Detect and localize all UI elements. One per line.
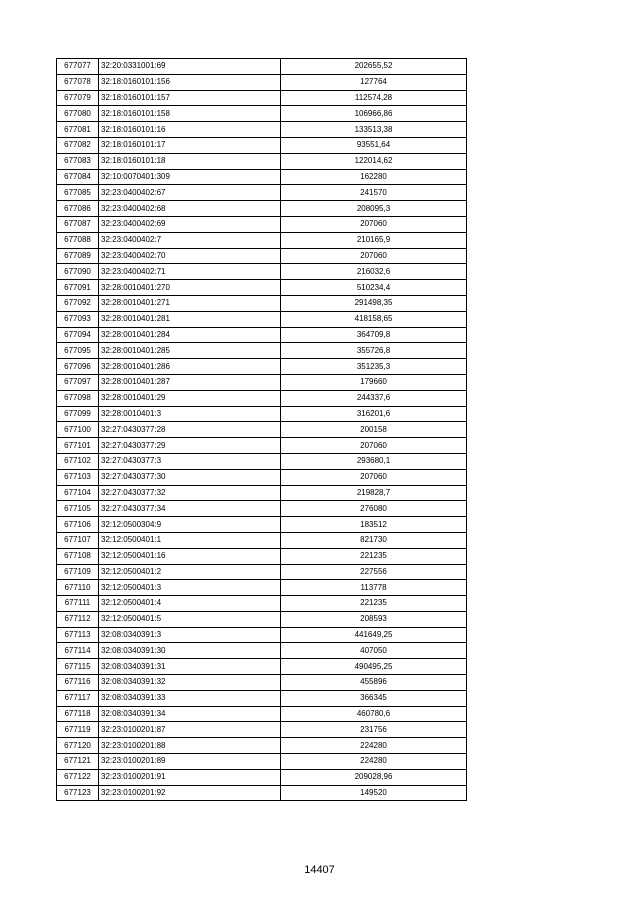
- table-row: [57, 722, 467, 738]
- table-row: [57, 501, 467, 517]
- row-id-cell: 677117: [57, 690, 99, 706]
- table-row: [57, 122, 467, 138]
- value-cell: 127764: [281, 74, 467, 90]
- cadastral-number-cell: 32:28:0010401:270: [99, 280, 281, 296]
- value-cell: 407050: [281, 643, 467, 659]
- table-row: [57, 59, 467, 75]
- value-cell: 241570: [281, 185, 467, 201]
- table-row: [57, 769, 467, 785]
- cadastral-number-cell: 32:23:0100201:89: [99, 754, 281, 770]
- value-cell: 207060: [281, 216, 467, 232]
- row-id-cell: 677114: [57, 643, 99, 659]
- table-row: [57, 390, 467, 406]
- row-id-cell: 677118: [57, 706, 99, 722]
- value-cell: 122014,62: [281, 153, 467, 169]
- table-row: [57, 548, 467, 564]
- table-row: [57, 785, 467, 801]
- table-row: [57, 643, 467, 659]
- cadastral-number-cell: 32:27:0430377:32: [99, 485, 281, 501]
- table-row: [57, 374, 467, 390]
- value-cell: 183512: [281, 517, 467, 533]
- cadastral-number-cell: 32:12:0500401:4: [99, 596, 281, 612]
- cadastral-number-cell: 32:12:0500401:1: [99, 532, 281, 548]
- cadastral-number-cell: 32:08:0340391:34: [99, 706, 281, 722]
- row-id-cell: 677078: [57, 74, 99, 90]
- table-row: [57, 754, 467, 770]
- cadastral-number-cell: 32:27:0430377:34: [99, 501, 281, 517]
- table-row: [57, 690, 467, 706]
- cadastral-number-cell: 32:10:0070401:309: [99, 169, 281, 185]
- table-row: [57, 185, 467, 201]
- table-row: [57, 153, 467, 169]
- table-row: [57, 74, 467, 90]
- row-id-cell: 677112: [57, 611, 99, 627]
- cadastral-number-cell: 32:28:0010401:3: [99, 406, 281, 422]
- row-id-cell: 677106: [57, 517, 99, 533]
- row-id-cell: 677098: [57, 390, 99, 406]
- row-id-cell: 677088: [57, 232, 99, 248]
- row-id-cell: 677099: [57, 406, 99, 422]
- row-id-cell: 677082: [57, 137, 99, 153]
- cadastral-number-cell: 32:08:0340391:30: [99, 643, 281, 659]
- cadastral-number-cell: 32:08:0340391:31: [99, 659, 281, 675]
- row-id-cell: 677087: [57, 216, 99, 232]
- table-row: [57, 90, 467, 106]
- cadastral-number-cell: 32:23:0400402:7: [99, 232, 281, 248]
- table-row: [57, 675, 467, 691]
- value-cell: 149520: [281, 785, 467, 801]
- value-cell: 291498,35: [281, 295, 467, 311]
- value-cell: 207060: [281, 248, 467, 264]
- row-id-cell: 677096: [57, 359, 99, 375]
- row-id-cell: 677115: [57, 659, 99, 675]
- cadastral-number-cell: 32:08:0340391:32: [99, 675, 281, 691]
- cadastral-number-cell: 32:23:0100201:91: [99, 769, 281, 785]
- value-cell: 510234,4: [281, 280, 467, 296]
- row-id-cell: 677095: [57, 343, 99, 359]
- value-cell: 460780,6: [281, 706, 467, 722]
- cadastral-number-cell: 32:28:0010401:271: [99, 295, 281, 311]
- table-body: [57, 59, 467, 801]
- row-id-cell: 677104: [57, 485, 99, 501]
- cadastral-number-cell: 32:12:0500401:3: [99, 580, 281, 596]
- table-row: [57, 611, 467, 627]
- cadastral-number-cell: 32:28:0010401:285: [99, 343, 281, 359]
- table-row: [57, 169, 467, 185]
- table-row: [57, 738, 467, 754]
- cadastral-number-cell: 32:18:0160101:158: [99, 106, 281, 122]
- table-row: [57, 659, 467, 675]
- value-cell: 112574,28: [281, 90, 467, 106]
- value-cell: 227556: [281, 564, 467, 580]
- table-row: [57, 406, 467, 422]
- table-row: [57, 248, 467, 264]
- row-id-cell: 677111: [57, 596, 99, 612]
- table-row: [57, 627, 467, 643]
- table-row: [57, 564, 467, 580]
- cadastral-number-cell: 32:08:0340391:33: [99, 690, 281, 706]
- value-cell: 210165,9: [281, 232, 467, 248]
- table-row: [57, 706, 467, 722]
- row-id-cell: 677121: [57, 754, 99, 770]
- row-id-cell: 677093: [57, 311, 99, 327]
- value-cell: 179660: [281, 374, 467, 390]
- value-cell: 441649,25: [281, 627, 467, 643]
- table-row: [57, 264, 467, 280]
- cadastral-number-cell: 32:18:0160101:18: [99, 153, 281, 169]
- cadastral-number-cell: 32:12:0500401:2: [99, 564, 281, 580]
- row-id-cell: 677120: [57, 738, 99, 754]
- row-id-cell: 677123: [57, 785, 99, 801]
- value-cell: 207060: [281, 469, 467, 485]
- cadastral-number-cell: 32:23:0100201:87: [99, 722, 281, 738]
- value-cell: 133513,38: [281, 122, 467, 138]
- value-cell: 93551,64: [281, 137, 467, 153]
- cadastral-number-cell: 32:28:0010401:284: [99, 327, 281, 343]
- row-id-cell: 677094: [57, 327, 99, 343]
- value-cell: 202655,52: [281, 59, 467, 75]
- row-id-cell: 677103: [57, 469, 99, 485]
- cadastral-number-cell: 32:27:0430377:3: [99, 453, 281, 469]
- value-cell: 276080: [281, 501, 467, 517]
- cadastral-number-cell: 32:27:0430377:30: [99, 469, 281, 485]
- cadastral-number-cell: 32:23:0400402:71: [99, 264, 281, 280]
- table-row: [57, 517, 467, 533]
- value-cell: 224280: [281, 738, 467, 754]
- table-row: [57, 532, 467, 548]
- row-id-cell: 677081: [57, 122, 99, 138]
- cadastral-number-cell: 32:27:0430377:28: [99, 422, 281, 438]
- table-row: [57, 485, 467, 501]
- value-cell: 113778: [281, 580, 467, 596]
- row-id-cell: 677102: [57, 453, 99, 469]
- value-cell: 200158: [281, 422, 467, 438]
- table-row: [57, 216, 467, 232]
- row-id-cell: 677109: [57, 564, 99, 580]
- value-cell: 364709,8: [281, 327, 467, 343]
- value-cell: 224280: [281, 754, 467, 770]
- table-row: [57, 137, 467, 153]
- row-id-cell: 677108: [57, 548, 99, 564]
- cadastral-number-cell: 32:08:0340391:3: [99, 627, 281, 643]
- cadastral-number-cell: 32:23:0400402:69: [99, 216, 281, 232]
- table-row: [57, 343, 467, 359]
- row-id-cell: 677119: [57, 722, 99, 738]
- cadastral-number-cell: 32:23:0400402:68: [99, 201, 281, 217]
- cadastral-number-cell: 32:18:0160101:16: [99, 122, 281, 138]
- value-cell: 821730: [281, 532, 467, 548]
- value-cell: 418158,65: [281, 311, 467, 327]
- row-id-cell: 677091: [57, 280, 99, 296]
- row-id-cell: 677100: [57, 422, 99, 438]
- value-cell: 221235: [281, 548, 467, 564]
- row-id-cell: 677105: [57, 501, 99, 517]
- cadastral-number-cell: 32:18:0160101:157: [99, 90, 281, 106]
- table-row: [57, 438, 467, 454]
- table-row: [57, 453, 467, 469]
- cadastral-number-cell: 32:28:0010401:281: [99, 311, 281, 327]
- row-id-cell: 677122: [57, 769, 99, 785]
- table-row: [57, 201, 467, 217]
- value-cell: 208095,3: [281, 201, 467, 217]
- row-id-cell: 677107: [57, 532, 99, 548]
- value-cell: 355726,8: [281, 343, 467, 359]
- row-id-cell: 677089: [57, 248, 99, 264]
- cadastral-number-cell: 32:23:0400402:67: [99, 185, 281, 201]
- value-cell: 106966,86: [281, 106, 467, 122]
- cadastral-number-cell: 32:18:0160101:17: [99, 137, 281, 153]
- value-cell: 162280: [281, 169, 467, 185]
- value-cell: 293680,1: [281, 453, 467, 469]
- row-id-cell: 677079: [57, 90, 99, 106]
- cadastral-number-cell: 32:23:0400402:70: [99, 248, 281, 264]
- table-row: [57, 311, 467, 327]
- value-cell: 490495,25: [281, 659, 467, 675]
- value-cell: 209028,96: [281, 769, 467, 785]
- cadastral-value-table: [56, 58, 467, 801]
- cadastral-number-cell: 32:12:0500304:9: [99, 517, 281, 533]
- value-cell: 351235,3: [281, 359, 467, 375]
- cadastral-number-cell: 32:12:0500401:5: [99, 611, 281, 627]
- table-row: [57, 106, 467, 122]
- value-cell: 244337,6: [281, 390, 467, 406]
- value-cell: 316201,6: [281, 406, 467, 422]
- value-cell: 221235: [281, 596, 467, 612]
- cadastral-number-cell: 32:28:0010401:29: [99, 390, 281, 406]
- cadastral-number-cell: 32:23:0100201:88: [99, 738, 281, 754]
- value-cell: 455896: [281, 675, 467, 691]
- value-cell: 219828,7: [281, 485, 467, 501]
- cadastral-number-cell: 32:23:0100201:92: [99, 785, 281, 801]
- value-cell: 366345: [281, 690, 467, 706]
- row-id-cell: 677084: [57, 169, 99, 185]
- table-row: [57, 280, 467, 296]
- row-id-cell: 677085: [57, 185, 99, 201]
- row-id-cell: 677077: [57, 59, 99, 75]
- row-id-cell: 677097: [57, 374, 99, 390]
- value-cell: 231756: [281, 722, 467, 738]
- page-number: 14407: [304, 864, 335, 876]
- table-row: [57, 596, 467, 612]
- table-row: [57, 327, 467, 343]
- row-id-cell: 677092: [57, 295, 99, 311]
- cadastral-number-cell: 32:28:0010401:287: [99, 374, 281, 390]
- value-cell: 208593: [281, 611, 467, 627]
- row-id-cell: 677101: [57, 438, 99, 454]
- row-id-cell: 677110: [57, 580, 99, 596]
- table-row: [57, 469, 467, 485]
- cadastral-number-cell: 32:28:0010401:286: [99, 359, 281, 375]
- table-row: [57, 295, 467, 311]
- table-row: [57, 422, 467, 438]
- row-id-cell: 677113: [57, 627, 99, 643]
- table-row: [57, 580, 467, 596]
- row-id-cell: 677083: [57, 153, 99, 169]
- row-id-cell: 677080: [57, 106, 99, 122]
- row-id-cell: 677090: [57, 264, 99, 280]
- cadastral-number-cell: 32:18:0160101:156: [99, 74, 281, 90]
- cadastral-number-cell: 32:20:0331001:69: [99, 59, 281, 75]
- row-id-cell: 677116: [57, 675, 99, 691]
- cadastral-number-cell: 32:12:0500401:16: [99, 548, 281, 564]
- row-id-cell: 677086: [57, 201, 99, 217]
- value-cell: 216032,6: [281, 264, 467, 280]
- cadastral-number-cell: 32:27:0430377:29: [99, 438, 281, 454]
- table-row: [57, 232, 467, 248]
- value-cell: 207060: [281, 438, 467, 454]
- table-row: [57, 359, 467, 375]
